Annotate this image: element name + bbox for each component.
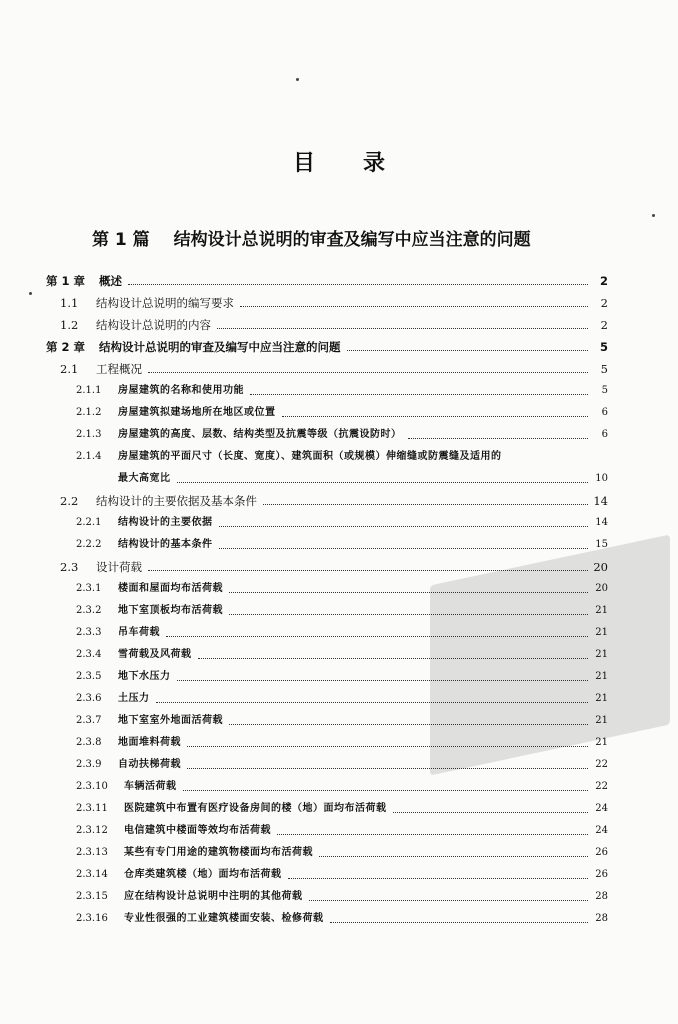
toc-entry[interactable]: 1.1 结构设计总说明的编写要求 2 (60, 296, 608, 310)
toc-entry[interactable]: 2.3.2 地下室顶板均布活荷载 21 (76, 605, 608, 616)
toc-entry[interactable]: 2.1.3 房屋建筑的高度、层数、结构类型及抗震等级（抗震设防时） 6 (76, 429, 608, 440)
toc-entry[interactable]: 2.1 工程概况 5 (60, 362, 608, 376)
toc-entry-chapter-1[interactable]: 第 1 章 概述 2 (46, 274, 608, 288)
toc-entry[interactable]: 2.3.13 某些有专门用途的建筑物楼面均布活荷载 26 (76, 847, 608, 858)
toc-entry[interactable]: 2.3.1 楼面和屋面均布活荷载 20 (76, 583, 608, 594)
toc-entry[interactable]: 2.2.2 结构设计的基本条件 15 (76, 539, 608, 550)
toc-entry[interactable]: 2.3.16 专业性很强的工业建筑楼面安装、检修荷载 28 (76, 913, 608, 924)
toc-entry[interactable]: 2.3.14 仓库类建筑楼（地）面均布活荷载 26 (76, 869, 608, 880)
toc-entry[interactable]: 2.1.4 房屋建筑的平面尺寸（长度、宽度）、建筑面积（或规模）伸缩缝或防震缝及适用的 (76, 451, 502, 462)
scan-speck (652, 214, 655, 217)
toc-entry[interactable]: 2.3.3 吊车荷载 21 (76, 627, 608, 638)
toc-entry[interactable]: 2.3.11 医院建筑中布置有医疗设备房间的楼（地）面均布活荷载 24 (76, 803, 608, 814)
toc-entry[interactable]: 2.3.12 电信建筑中楼面等效均布活荷载 24 (76, 825, 608, 836)
toc-entry-chapter-2[interactable]: 第 2 章 结构设计总说明的审查及编写中应当注意的问题 5 (46, 340, 608, 354)
toc-entry-continuation[interactable]: 最大高宽比 10 (118, 473, 608, 484)
toc-entry[interactable]: 2.1.2 房屋建筑拟建场地所在地区或位置 6 (76, 407, 608, 418)
part-title-text: 结构设计总说明的审查及编写中应当注意的问题 (173, 230, 531, 250)
part-number: 第 1 篇 (92, 230, 150, 250)
toc-entry[interactable]: 2.3.10 车辆活荷载 22 (76, 781, 608, 792)
toc-entry[interactable]: 2.3.8 地面堆料荷载 21 (76, 737, 608, 748)
toc-entry[interactable]: 2.1.1 房屋建筑的名称和使用功能 5 (76, 385, 608, 396)
toc-entry[interactable]: 2.3 设计荷载 20 (60, 560, 608, 574)
toc-entry[interactable]: 2.3.4 雪荷载及风荷载 21 (76, 649, 608, 660)
toc-entry[interactable]: 2.3.7 地下室室外地面活荷载 21 (76, 715, 608, 726)
toc-entry[interactable]: 2.2.1 结构设计的主要依据 14 (76, 517, 608, 528)
toc-entry[interactable]: 1.2 结构设计总说明的内容 2 (60, 318, 608, 332)
scan-speck (296, 78, 299, 81)
page-title: 目 录 (292, 151, 386, 176)
toc-entry[interactable]: 2.3.15 应在结构设计总说明中注明的其他荷载 28 (76, 891, 608, 902)
part-heading (92, 225, 652, 250)
toc-entry[interactable]: 2.3.9 自动扶梯荷载 22 (76, 759, 608, 770)
toc-entry[interactable]: 2.2 结构设计的主要依据及基本条件 14 (60, 494, 608, 508)
scan-speck (29, 292, 32, 295)
toc-entry[interactable]: 2.3.6 土压力 21 (76, 693, 608, 704)
toc-entry[interactable]: 2.3.5 地下水压力 21 (76, 671, 608, 682)
